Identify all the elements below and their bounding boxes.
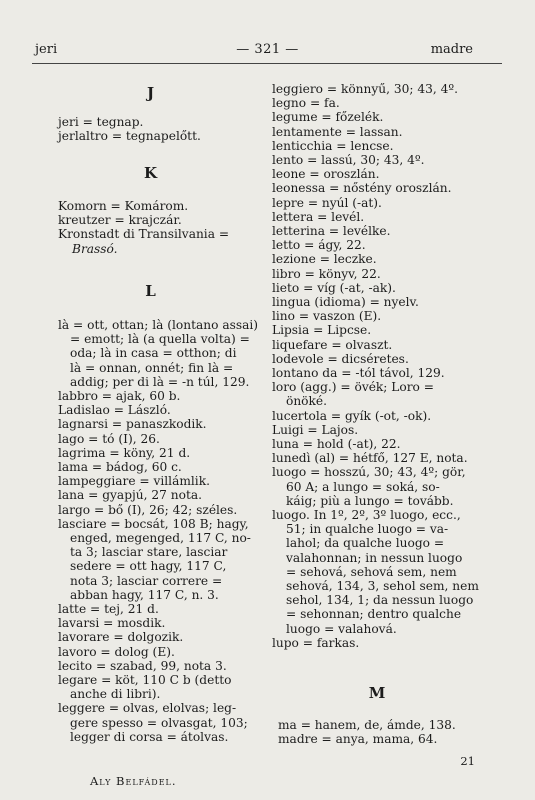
- entry-line: anche di libri).: [70, 687, 161, 702]
- entry-line: legare = köt, 110 C b (detto: [58, 673, 232, 687]
- entry-line: luna = hold (-at), 22.: [272, 437, 401, 451]
- entry-line: Kronstadt di Transilvania =: [58, 227, 230, 242]
- entry-line: önöké.: [286, 394, 327, 409]
- running-header: [0, 42, 535, 62]
- entry-line: leggere = olvas, elolvas; leg-: [58, 701, 237, 716]
- entry-line: loro (agg.) = övék; Loro =: [272, 380, 434, 395]
- entry-line: ma = hanem, de, ámde, 138.: [278, 718, 456, 732]
- signature-number: 21: [460, 754, 475, 768]
- entry-line: = sehonnan; dentro qualche: [286, 607, 462, 622]
- entry-line: nota 3; lasciar correre =: [70, 573, 223, 588]
- entry-line: leggiero = könnyű, 30; 43, 4º.: [272, 82, 458, 96]
- page-number: — 321 —: [236, 42, 299, 57]
- header-rule: [32, 63, 502, 64]
- entry-line: lasciare = bocsát, 108 B; hagy,: [58, 516, 249, 531]
- entry-line: sedere = ott hagy, 117 C,: [70, 559, 227, 574]
- entry-line: kreutzer = krajczár.: [58, 213, 182, 228]
- entry-line: letto = ágy, 22.: [272, 238, 366, 253]
- entry-line: jeri = tegnap.: [58, 115, 144, 129]
- header-right-word: madre: [430, 42, 473, 57]
- section-heading-m: M: [368, 684, 386, 702]
- section-heading-j: J: [146, 84, 155, 102]
- entry-line: lecito = szabad, 99, nota 3.: [58, 658, 227, 673]
- entry-line: luogo = hosszú, 30; 43, 4º; gör,: [272, 465, 466, 480]
- entry-line: lucertola = gyík (-ot, -ok).: [272, 408, 432, 423]
- entry-line: lezione = leczke.: [272, 252, 377, 267]
- entry-line: lavorare = dolgozik.: [58, 630, 184, 645]
- entry-line: largo = bő (I), 26; 42; széles.: [58, 502, 238, 517]
- entry-line: lahol; da qualche luogo =: [286, 536, 445, 551]
- entry-line: lavarsi = mosdik.: [58, 616, 166, 631]
- entry-line: là = ott, ottan; là (lontano assai): [58, 318, 259, 332]
- entry-line: legume = főzelék.: [272, 110, 384, 125]
- entry-line: Brassó.: [72, 241, 118, 256]
- entry-line: lana = gyapjú, 27 nota.: [58, 488, 202, 503]
- entry-line: liquefare = olvaszt.: [272, 337, 393, 352]
- entry-line: labbro = ajak, 60 b.: [58, 389, 181, 403]
- entry-line: = sehová, sehová sem, nem: [286, 564, 457, 579]
- entry-line: káig; più a lungo = tovább.: [286, 493, 454, 508]
- entry-line: lama = bádog, 60 c.: [58, 460, 182, 474]
- entry-line: leonessa = nőstény oroszlán.: [272, 181, 452, 196]
- entry-line: Luigi = Lajos.: [272, 422, 359, 437]
- entry-line: = emott; là (a quella volta) =: [70, 332, 250, 347]
- entry-line: valahonnan; in nessun luogo: [286, 550, 463, 565]
- entry-line: lodevole = dicséretes.: [272, 351, 409, 366]
- entry-line: jerlaltro = tegnapelőtt.: [58, 129, 201, 144]
- entry-line: legger di corsa = átolvas.: [70, 729, 229, 744]
- entry-line: lentamente = lassan.: [272, 124, 403, 139]
- entry-line: enged, megenged, 117 C, no-: [70, 531, 251, 545]
- entry-line: ta 3; lasciar stare, lasciar: [70, 545, 228, 560]
- entry-line: lagrima = köny, 21 d.: [58, 445, 191, 460]
- entry-line: luogo. In 1º, 2º, 3º luogo, ecc.,: [272, 508, 461, 522]
- entry-line: Ladislao = László.: [58, 403, 171, 418]
- entry-line: lieto = víg (-at, -ak).: [272, 280, 396, 295]
- entry-line: lento = lassú, 30; 43, 4º.: [272, 153, 425, 167]
- entry-line: lepre = nyúl (-at).: [272, 195, 382, 210]
- section-heading-l: L: [145, 282, 156, 300]
- entry-line: addig; per di là = -n túl, 129.: [70, 374, 250, 389]
- entry-line: lenticchia = lencse.: [272, 138, 394, 153]
- entry-line: lago = tó (I), 26.: [58, 431, 160, 446]
- entry-line: sehová, 134, 3, sehol sem, nem: [286, 579, 479, 593]
- entry-line: sehol, 134, 1; da nessun luogo: [286, 593, 474, 608]
- entry-line: legno = fa.: [272, 96, 340, 111]
- entry-line: lettera = levél.: [272, 209, 365, 224]
- entry-line: madre = anya, mama, 64.: [278, 732, 438, 747]
- entry-line: Lipsia = Lipcse.: [272, 323, 372, 338]
- entry-line: lunedì (al) = hétfő, 127 E, nota.: [272, 451, 468, 466]
- entry-line: lino = vaszon (E).: [272, 309, 382, 324]
- entry-line: libro = könyv, 22.: [272, 266, 381, 281]
- entry-line: oda; là in casa = otthon; di: [70, 346, 237, 361]
- entry-line: letterina = levélke.: [272, 224, 391, 238]
- entry-line: abban hagy, 117 C, n. 3.: [70, 587, 219, 602]
- entry-line: leone = oroszlán.: [272, 167, 380, 182]
- entry-line: lampeggiare = villámlik.: [58, 474, 210, 489]
- entry-line: lupo = farkas.: [272, 635, 360, 650]
- entry-line: lavoro = dolog (E).: [58, 644, 175, 659]
- entry-line: là = onnan, onnét; fin là =: [70, 360, 234, 375]
- entry-line: gere spesso = olvasgat, 103;: [70, 715, 248, 730]
- entry-line: Komorn = Komárom.: [58, 199, 189, 213]
- section-heading-k: K: [143, 164, 158, 182]
- header-left-word: jeri: [35, 42, 58, 57]
- entry-line: latte = tej, 21 d.: [58, 602, 159, 616]
- entry-line: lagnarsi = panaszkodik.: [58, 417, 207, 432]
- footer-author: Aly Belfádel.: [90, 774, 177, 788]
- entry-line: lontano da = -tól távol, 129.: [272, 366, 445, 380]
- entry-line: luogo = valahová.: [286, 621, 397, 636]
- entry-line: 51; in qualche luogo = va-: [286, 522, 449, 537]
- entry-line: lingua (idioma) = nyelv.: [272, 295, 419, 309]
- entry-line: 60 A; a lungo = soká, so-: [286, 479, 440, 494]
